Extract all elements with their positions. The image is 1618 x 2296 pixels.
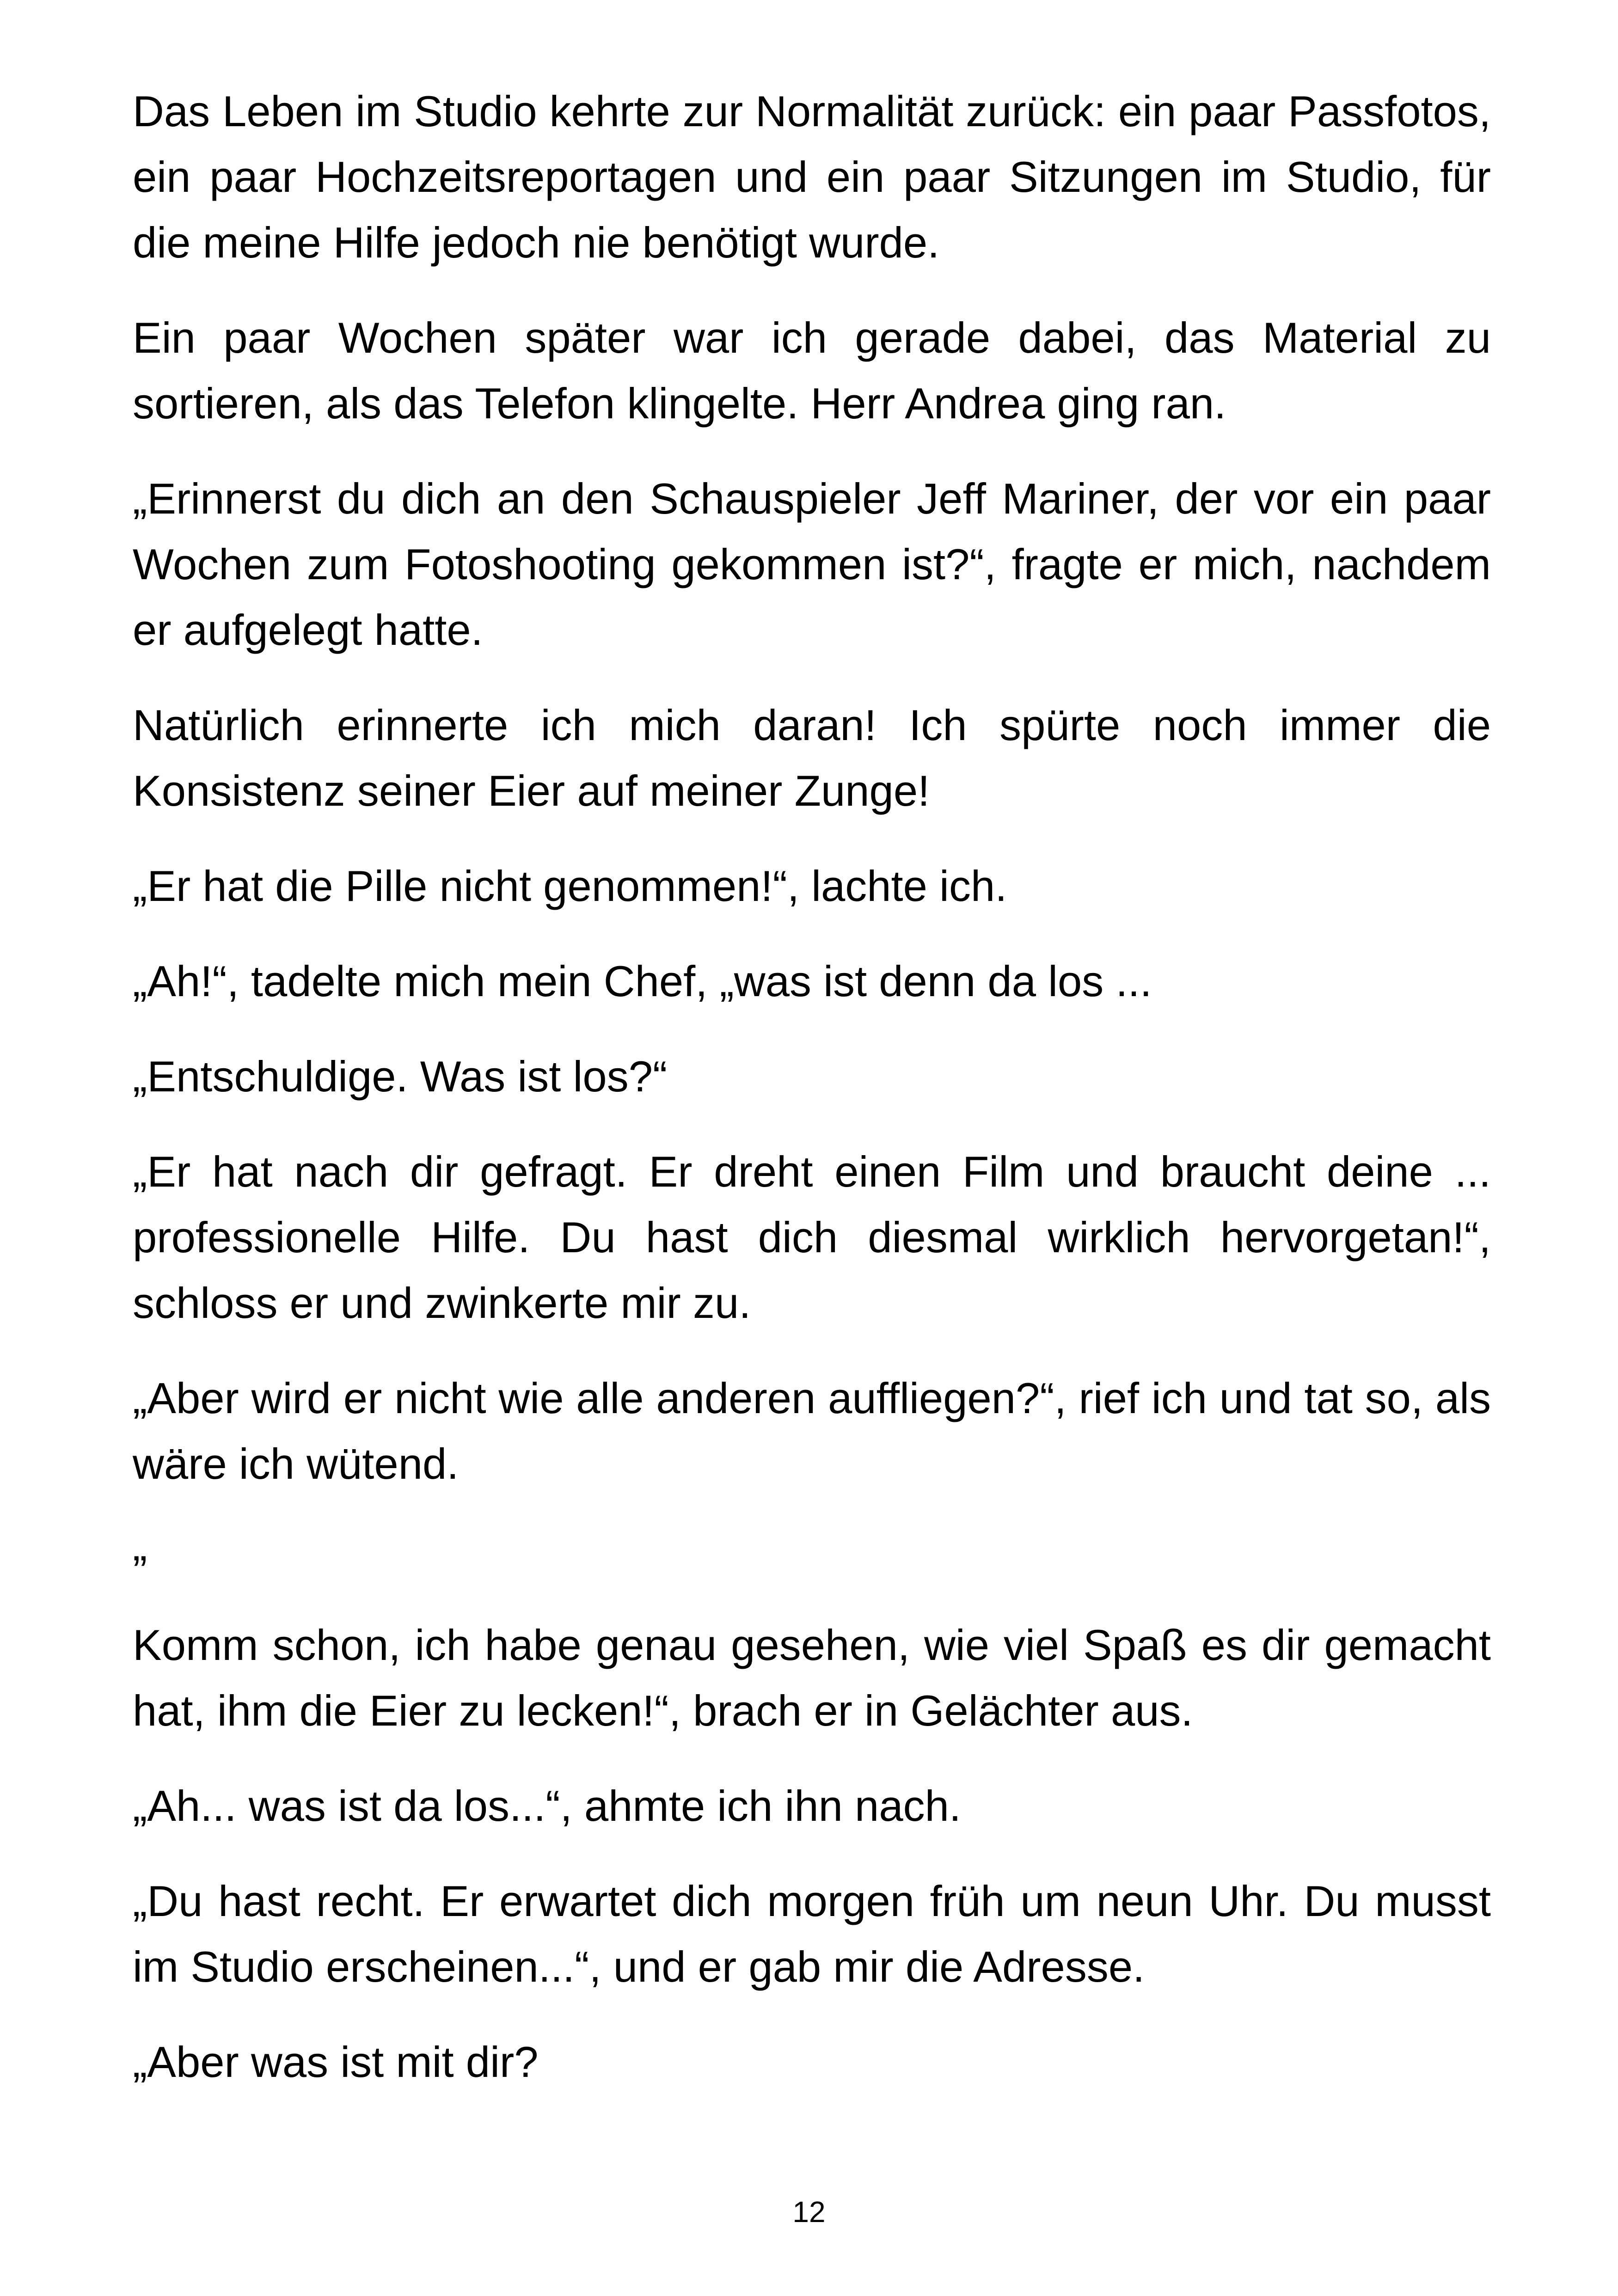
- page-body: [133, 79, 1491, 2125]
- paragraph: „Ah... was ist da los...“, ahmte ich ihn nach.: [133, 1782, 962, 1830]
- paragraph: „Du hast recht. Er erwartet dich morgen früh um neun Uhr. Du musst im Studio erscheinen...“, und er gab mir die Adresse.: [133, 1877, 1491, 1991]
- paragraph: „Entschuldige. Was ist los?“: [133, 1052, 668, 1101]
- paragraph: „Er hat nach dir gefragt. Er dreht einen Film und braucht deine ... professionelle Hilfe. Du hast dich diesmal wirklich hervorgetan!“, schloss er und zwinkerte mir zu.: [133, 1147, 1491, 1327]
- paragraph: Das Leben im Studio kehrte zur Normalität zurück: ein paar Passfotos, ein paar Hochzeitsreportagen und ein paar Sitzungen im Studio, für die meine Hilfe jedoch nie benötigt wurde.: [133, 87, 1491, 267]
- page-number: 12: [792, 2195, 826, 2229]
- paragraph: „Er hat die Pille nicht genommen!“, lachte ich.: [133, 862, 1007, 910]
- stray-quote-mark: ”: [133, 1547, 147, 1595]
- paragraph: Natürlich erinnerte ich mich daran! Ich spürte noch immer die Konsistenz seiner Eier auf meiner Zunge!: [133, 701, 1491, 815]
- paragraph: „Erinnerst du dich an den Schauspieler Jeff Mariner, der vor ein paar Wochen zum Fotoshooting gekommen ist?“, fragte er mich, nachdem er aufgelegt hatte.: [133, 474, 1491, 654]
- paragraph: „Aber was ist mit dir?: [133, 2038, 539, 2086]
- paragraph: Komm schon, ich habe genau gesehen, wie viel Spaß es dir gemacht hat, ihm die Eier zu lecken!“, brach er in Gelächter aus.: [133, 1621, 1491, 1735]
- paragraph: Ein paar Wochen später war ich gerade dabei, das Material zu sortieren, als das Telefon klingelte. Herr Andrea ging ran.: [133, 313, 1491, 428]
- paragraph: „Aber wird er nicht wie alle anderen auffliegen?“, rief ich und tat so, als wäre ich wütend.: [133, 1374, 1491, 1488]
- paragraph: „Ah!“, tadelte mich mein Chef, „was ist denn da los ...: [133, 957, 1152, 1005]
